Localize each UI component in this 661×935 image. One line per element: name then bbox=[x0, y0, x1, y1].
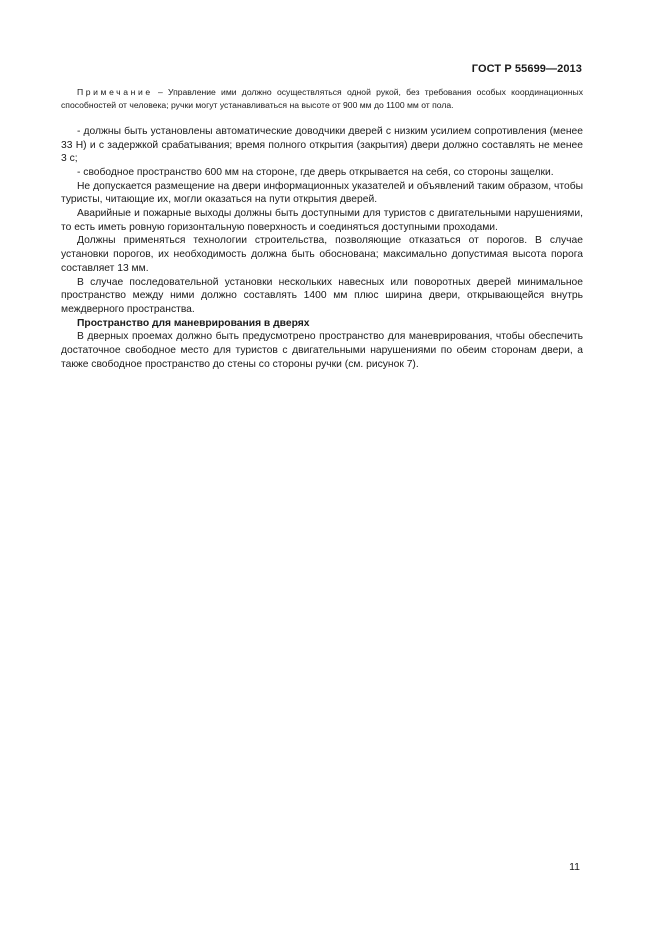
paragraph-door-closers: - должны быть установлены автоматические доводчики дверей с низким усилием сопротивления (менее 33 Н) и с задержкой срабатывания; время полного открытия (закрытия) двери должно составлять не менее 3 с; bbox=[61, 125, 583, 165]
document-standard-header: ГОСТ Р 55699—2013 bbox=[471, 63, 582, 75]
paragraph-sequential-doors: В случае последовательной установки нескольких навесных или поворотных дверей минимальное пространство между ними должно составлять 1400 мм плюс ширина двери, открывающейся внутрь междверного пространства. bbox=[61, 276, 583, 315]
page-number: 11 bbox=[569, 861, 580, 873]
section-heading: Пространство для маневрирования в дверях bbox=[77, 317, 310, 329]
paragraph-thresholds: Должны применяться технологии строительства, позволяющие отказаться от порогов. В случае установки порогов, их необходимость должна быть обоснована; максимально допустимая высота порога составляет 13 мм. bbox=[61, 235, 583, 274]
paragraph-door-signs: Не допускается размещение на двери информационных указателей и объявлений таким образом, чтобы туристы, читающие их, могли оказаться на пути открытия дверей. bbox=[61, 180, 583, 206]
note-text: – Управление ими должно осуществляться одной рукой, без требования особых координационных способностей от человека; ручки могут устанавливаться на высоте от 900 мм до 1100 мм от пола. bbox=[61, 87, 583, 111]
section-paragraph: В дверных проемах должно быть предусмотрено пространство для маневрирования, чтобы обеспечить достаточное свободное место для туристов с двигательными нарушениями по обеим сторонам двери, а также свободное пространство до стены со стороны ручки (см. рисунок 7). bbox=[61, 331, 583, 370]
page-content bbox=[61, 86, 583, 371]
paragraph-free-space: - свободное пространство 600 мм на стороне, где дверь открывается на себя, со стороны защелки. bbox=[77, 166, 554, 178]
paragraph-emergency-exits: Аварийные и пожарные выходы должны быть доступными для туристов с двигательными нарушениями, то есть иметь ровную горизонтальную поверхность и соединяться доступными проходами. bbox=[61, 208, 583, 233]
note-paragraph bbox=[61, 86, 583, 113]
note-label: Примечание bbox=[77, 87, 153, 97]
